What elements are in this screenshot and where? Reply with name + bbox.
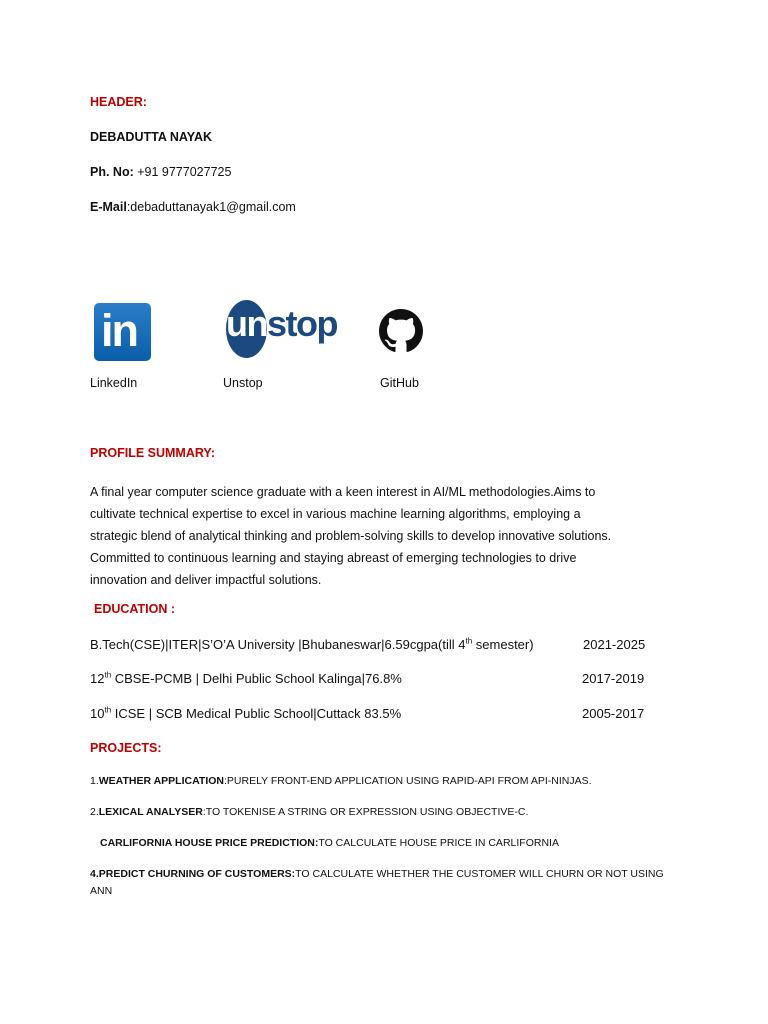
education-years: 2017-2019 xyxy=(582,671,645,686)
header-label: HEADER: xyxy=(90,95,147,109)
education-years: 2005-2017 xyxy=(582,706,645,721)
candidate-name: DEBADUTTA NAYAK xyxy=(90,130,213,144)
education-row: B.Tech(CSE)|ITER|S’O’A University |Bhubaneswar|6.59cgpa(till 4th semester) xyxy=(90,636,534,652)
project-item: 4.PREDICT CHURNING OF CUSTOMERS:TO CALCULATE WHETHER THE CUSTOMER WILL CHURN OR NOT USING ANN xyxy=(90,868,664,897)
unstop-link[interactable]: Unstop xyxy=(223,376,263,390)
linkedin-icon[interactable] xyxy=(94,303,151,361)
projects-title: PROJECTS: xyxy=(90,741,162,755)
phone-line xyxy=(90,165,231,179)
email-line xyxy=(90,200,296,214)
profile-line: A final year computer science graduate with a keen interest in AI/ML methodologies.Aims to xyxy=(90,485,596,499)
education-title: EDUCATION : xyxy=(94,602,176,616)
phone-label: Ph. No: xyxy=(90,165,134,179)
email-label: E-Mail xyxy=(90,200,127,214)
unstop-icon[interactable] xyxy=(226,300,336,360)
education-row: 10th ICSE | SCB Medical Public School|Cuttack 83.5% xyxy=(90,705,402,721)
github-link[interactable]: GitHub xyxy=(380,376,419,390)
profile-line: cultivate technical expertise to excel in various machine learning algorithms, employing a xyxy=(90,507,581,521)
unstop-logo-text: unstop xyxy=(226,303,337,344)
github-icon[interactable] xyxy=(375,309,427,353)
profile-line: Committed to continuous learning and staying abreast of emerging technologies to drive xyxy=(90,551,577,565)
profile-line: innovation and deliver impactful solutions. xyxy=(90,573,322,587)
linkedin-link[interactable]: LinkedIn xyxy=(90,376,138,390)
phone-value: +91 9777027725 xyxy=(133,165,232,179)
email-value: :debaduttanayak1@gmail.com xyxy=(126,200,296,214)
profile-line: strategic blend of analytical thinking and problem-solving skills to develop innovative solutions. xyxy=(90,529,612,543)
project-item: 1.WEATHER APPLICATION:PURELY FRONT-END APPLICATION USING RAPID-API FROM API-NINJAS. xyxy=(90,775,592,787)
education-row: 12th CBSE-PCMB | Delhi Public School Kalinga|76.8% xyxy=(90,670,402,686)
project-item: CARLIFORNIA HOUSE PRICE PREDICTION:TO CALCULATE HOUSE PRICE IN CARLIFORNIA xyxy=(100,837,559,849)
linkedin-logo-text: in xyxy=(101,305,137,356)
profile-summary-title: PROFILE SUMMARY: xyxy=(90,446,215,460)
profile-summary-text xyxy=(90,481,611,591)
project-item: 2.LEXICAL ANALYSER:TO TOKENISE A STRING OR EXPRESSION USING OBJECTIVE-C. xyxy=(90,806,529,818)
education-years: 2021-2025 xyxy=(583,637,646,652)
